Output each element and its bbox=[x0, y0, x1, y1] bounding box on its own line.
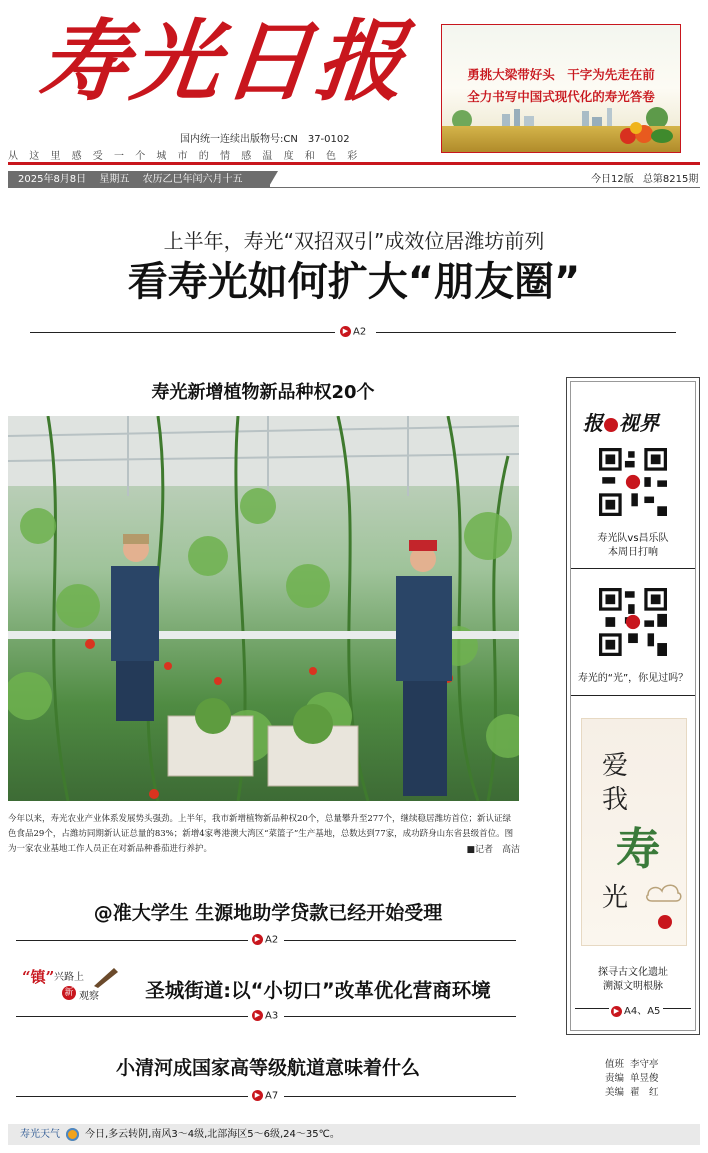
qr-code-icon[interactable] bbox=[599, 448, 667, 516]
divider bbox=[376, 332, 676, 333]
qr-code-icon[interactable] bbox=[599, 588, 667, 656]
divider bbox=[575, 1008, 609, 1009]
lead-kicker[interactable]: 上半年，寿光“双招双引”成效位居潍坊前列 bbox=[163, 229, 545, 253]
divider bbox=[571, 568, 695, 569]
divider bbox=[284, 940, 516, 941]
lead-headline[interactable]: 看寿光如何扩大“朋友圈” bbox=[127, 259, 581, 305]
divider bbox=[16, 1096, 248, 1097]
lunar-date: 农历乙巳年闰六月十五 bbox=[142, 174, 243, 185]
divider bbox=[30, 332, 335, 333]
slogan-line-1: 勇挑大梁带好头 干字为先走在前 bbox=[467, 67, 655, 82]
play-icon bbox=[604, 418, 618, 432]
weekday: 星期五 bbox=[99, 174, 130, 185]
photo-story-title[interactable]: 寿光新增植物新品种权20个 bbox=[151, 382, 375, 403]
page-ref-reform[interactable]: ▶ A3 bbox=[252, 1010, 278, 1022]
qr2-caption: 寿光的“光”，你见过吗？ bbox=[577, 673, 689, 684]
photo-credit: ■记者 高洁 bbox=[466, 845, 520, 855]
divider bbox=[571, 695, 695, 696]
masthead-tagline: 从这里感受一个城市的情感温度和色彩 bbox=[8, 151, 369, 161]
arrow-icon: ▶ bbox=[611, 1006, 622, 1017]
arrow-icon: ▶ bbox=[252, 934, 263, 945]
qr1-caption-1: 寿光队vs昌乐队 bbox=[597, 533, 669, 544]
seal-icon bbox=[658, 915, 672, 929]
greenhouse-tomato-photo bbox=[8, 416, 519, 801]
staff-row: 美编 翟 红 bbox=[605, 1087, 659, 1098]
column-logo-text-4: 观察 bbox=[79, 991, 99, 1002]
slogan-banner bbox=[441, 24, 681, 153]
poster-caption-1: 探寻古文化遗址 bbox=[598, 967, 668, 978]
staff-row: 责编 单昱俊 bbox=[605, 1073, 659, 1084]
sidebar-box bbox=[566, 377, 700, 1035]
page-ref-sidebar[interactable]: ▶ A4、A5 bbox=[611, 1002, 660, 1017]
page-count: 今日12版 bbox=[591, 174, 634, 185]
vegetables-illustration bbox=[616, 118, 676, 146]
divider bbox=[284, 1016, 516, 1017]
column-logo-text-3: 新 bbox=[62, 986, 76, 1000]
ai-wo-shouguang-poster[interactable]: 爱 我 寿 光 bbox=[581, 718, 687, 946]
zhen-column-logo bbox=[22, 966, 120, 1004]
qr1-caption-2: 本周日打响 bbox=[608, 547, 658, 558]
arrow-icon: ▶ bbox=[340, 326, 351, 337]
staff-row: 值班 李守亭 bbox=[605, 1059, 659, 1070]
edition-info bbox=[585, 171, 698, 188]
publication-number: 国内统一连续出版物号:CN 37-0102 bbox=[180, 134, 350, 145]
cloud-ornament-icon bbox=[644, 869, 684, 909]
sunny-cloudy-icon bbox=[66, 1128, 79, 1141]
divider bbox=[16, 1016, 248, 1017]
issue-date: 2025年8月8日 bbox=[18, 174, 87, 185]
page-ref-river[interactable]: ▶ A7 bbox=[252, 1090, 278, 1102]
story-headline-loan[interactable]: @准大学生 生源地助学贷款已经开始受理 bbox=[93, 902, 443, 924]
poster-caption-2: 溯源文明根脉 bbox=[603, 981, 663, 992]
slogan-line-2: 全力书写中国式现代化的寿光答卷 bbox=[467, 89, 655, 104]
photo-caption: 今年以来，寿光农业产业体系发展势头强劲。上半年，我市新增植物新品种权20个，总量攀升至277个，继续稳居潍坊首位；新认证绿色食品29个，占潍坊同期新认证总量的83%；新增4家粤港澳大湾区“菜篮子”生产基地，总数达到77家，成功跻身山东省县级首位。图为一家农业基地工作人员正在对新品种番茄进行养护。 bbox=[8, 814, 514, 854]
page-ref-lead[interactable]: ▶ A2 bbox=[340, 326, 366, 338]
column-logo-text-1: “镇” bbox=[22, 968, 55, 986]
divider bbox=[16, 940, 248, 941]
masthead-logo: 寿光日报 bbox=[34, 9, 414, 113]
story-headline-river[interactable]: 小清河成国家高等级航道意味着什么 bbox=[115, 1057, 420, 1079]
weather-bar bbox=[8, 1124, 700, 1145]
column-logo-text-2: 兴路上 bbox=[54, 972, 84, 983]
photo-illustration bbox=[8, 416, 519, 801]
page-ref-loan[interactable]: ▶ A2 bbox=[252, 934, 278, 946]
issue-number: 总第8215期 bbox=[642, 174, 699, 185]
weather-label: 寿光天气 bbox=[20, 1129, 60, 1140]
divider bbox=[663, 1008, 691, 1009]
date-bar bbox=[8, 171, 270, 188]
story-headline-reform[interactable]: 圣城街道:以“小切口”改革优化营商环境 bbox=[145, 979, 491, 1002]
arrow-icon: ▶ bbox=[252, 1090, 263, 1101]
pen-icon bbox=[92, 966, 120, 988]
divider bbox=[284, 1096, 516, 1097]
bao-shijie-logo: 报 视界 bbox=[583, 411, 659, 435]
date-bar-slant bbox=[268, 171, 278, 188]
masthead-rule bbox=[8, 162, 700, 165]
editorial-staff bbox=[605, 1058, 659, 1100]
arrow-icon: ▶ bbox=[252, 1010, 263, 1021]
sidebar-inner bbox=[570, 381, 696, 1031]
weather-forecast: 今日,多云转阴,南风3～4级,北部海区5～6级,24～35℃。 bbox=[85, 1129, 340, 1140]
